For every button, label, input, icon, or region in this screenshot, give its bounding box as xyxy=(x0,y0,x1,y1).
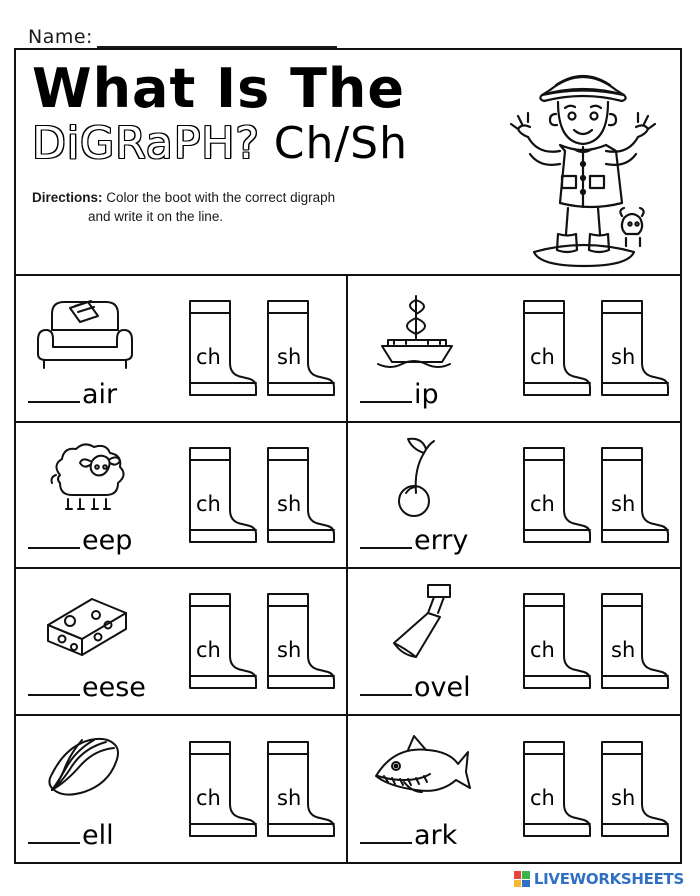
boot-label-sh[interactable]: sh xyxy=(611,491,636,516)
word-with-blank xyxy=(360,822,457,850)
boot-label-sh[interactable]: sh xyxy=(611,785,636,810)
word-with-blank xyxy=(28,378,118,410)
boot-choices[interactable] xyxy=(506,287,674,409)
liveworksheets-brand[interactable] xyxy=(514,870,684,888)
items-grid xyxy=(16,276,680,862)
boot-choices[interactable] xyxy=(506,580,674,702)
word-with-blank xyxy=(360,378,439,410)
word-with-blank xyxy=(360,527,468,555)
boy-in-raincoat-illustration xyxy=(488,52,678,276)
boot-label-sh[interactable]: sh xyxy=(277,785,302,810)
word-with-blank xyxy=(28,822,114,850)
page-title: What Is The xyxy=(32,57,405,120)
boot-choices[interactable] xyxy=(172,287,340,409)
boot-label-sh[interactable]: sh xyxy=(277,491,302,516)
answer-blank[interactable] xyxy=(360,547,412,549)
item-cell[interactable] xyxy=(348,569,680,716)
word-ending: ovel xyxy=(414,671,471,703)
liveworksheets-label: LIVEWORKSHEETS xyxy=(533,870,684,888)
item-cell[interactable] xyxy=(16,276,348,423)
word-with-blank xyxy=(28,671,146,703)
boot-choices[interactable] xyxy=(506,434,674,556)
boot-label-ch[interactable]: ch xyxy=(196,785,221,810)
word-with-blank xyxy=(360,671,471,703)
boot-label-ch[interactable]: ch xyxy=(530,785,555,810)
item-cell[interactable] xyxy=(16,423,348,570)
answer-blank[interactable] xyxy=(360,401,412,403)
directions xyxy=(32,188,502,226)
boot-label-sh[interactable]: sh xyxy=(277,638,302,663)
boot-label-sh[interactable]: sh xyxy=(611,345,636,370)
word-ending: eep xyxy=(82,525,133,556)
boot-label-ch[interactable]: ch xyxy=(196,491,221,516)
item-cell[interactable] xyxy=(16,716,348,863)
directions-label: Directions: xyxy=(32,190,103,205)
answer-blank[interactable] xyxy=(360,842,412,844)
name-label: Name: xyxy=(28,26,93,48)
boot-label-ch[interactable]: ch xyxy=(530,638,555,663)
word-ending: air xyxy=(82,378,118,410)
worksheet-header xyxy=(16,50,680,276)
word-ending: erry xyxy=(414,525,469,556)
item-cell[interactable] xyxy=(348,276,680,423)
answer-blank[interactable] xyxy=(28,401,80,403)
liveworksheets-logo-icon xyxy=(514,871,530,887)
worksheet-frame xyxy=(14,48,682,864)
boot-label-ch[interactable]: ch xyxy=(530,345,555,370)
boot-choices[interactable] xyxy=(506,728,674,850)
word-ending: eese xyxy=(82,671,146,703)
word-ending: ark xyxy=(414,820,458,851)
answer-blank[interactable] xyxy=(28,694,80,696)
directions-text: Color the boot with the correct digraph xyxy=(106,190,336,205)
boot-label-sh[interactable]: sh xyxy=(611,638,636,663)
name-input-blank[interactable] xyxy=(97,26,337,48)
answer-blank[interactable] xyxy=(28,547,80,549)
page-subtitle-chsh: Ch/Sh xyxy=(273,118,408,169)
directions-text-line2: and write it on the line. xyxy=(88,209,224,224)
page-subtitle-digraph: DiGRaPH? xyxy=(32,118,260,169)
name-field-row xyxy=(14,14,686,48)
item-cell[interactable] xyxy=(16,569,348,716)
word-ending: ell xyxy=(82,820,114,851)
word-ending: ip xyxy=(414,378,439,410)
boot-label-ch[interactable]: ch xyxy=(530,491,555,516)
boot-label-ch[interactable]: ch xyxy=(196,345,221,370)
item-cell[interactable] xyxy=(348,423,680,570)
boot-choices[interactable] xyxy=(172,434,340,556)
boot-choices[interactable] xyxy=(172,728,340,850)
item-cell[interactable] xyxy=(348,716,680,863)
word-with-blank xyxy=(28,527,132,555)
answer-blank[interactable] xyxy=(28,842,80,844)
boot-choices[interactable] xyxy=(172,580,340,702)
answer-blank[interactable] xyxy=(360,694,412,696)
boot-label-sh[interactable]: sh xyxy=(277,345,302,370)
boot-label-ch[interactable]: ch xyxy=(196,638,221,663)
